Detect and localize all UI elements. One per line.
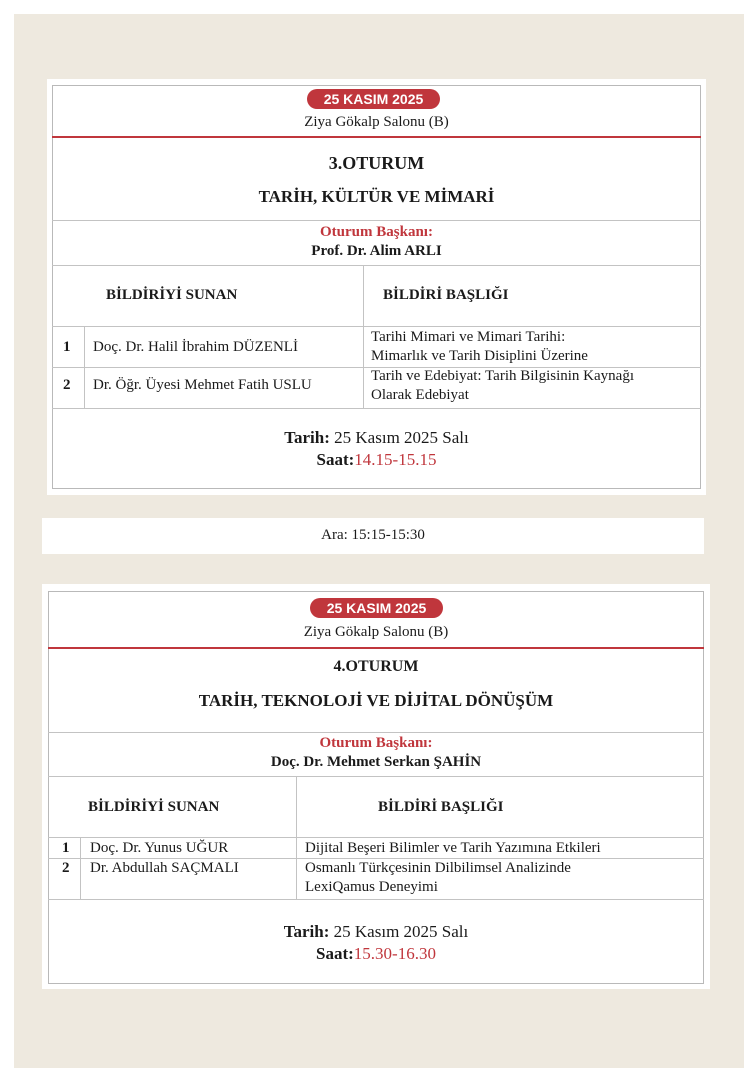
- paper-title-line: LexiQamus Deneyimi: [305, 879, 438, 895]
- column-header-title: BİLDİRİ BAŞLIĞI: [383, 287, 509, 303]
- column-header-title: BİLDİRİ BAŞLIĞI: [378, 799, 504, 815]
- paper-title-line: Osmanlı Türkçesinin Dilbilimsel Analizinde: [305, 860, 571, 876]
- presenter-name: Dr. Abdullah SAÇMALI: [90, 860, 239, 876]
- row-number: 2: [63, 377, 71, 393]
- chair-name: Prof. Dr. Alim ARLI: [311, 243, 442, 259]
- column-divider: [80, 837, 81, 899]
- row-divider: [48, 858, 704, 859]
- column-header-presenter: BİLDİRİYİ SUNAN: [106, 287, 238, 303]
- session-number: 3.OTURUM: [328, 153, 425, 173]
- hall-name: Ziya Gökalp Salonu (B): [304, 114, 449, 130]
- session-date: [48, 922, 704, 942]
- row-number: 1: [63, 339, 71, 355]
- row-divider: [48, 837, 704, 838]
- header-divider: [52, 136, 701, 138]
- date-label: Tarih:: [284, 428, 330, 447]
- session-number: 4.OTURUM: [333, 658, 419, 675]
- hall-name: Ziya Gökalp Salonu (B): [303, 624, 449, 640]
- time-value: 14.15-15.15: [354, 450, 437, 469]
- row-divider: [52, 326, 701, 327]
- session-title: TARİH, TEKNOLOJİ VE DİJİTAL DÖNÜŞÜM: [198, 691, 554, 710]
- session-date: [52, 428, 701, 448]
- session-card-3: [47, 79, 706, 495]
- session-time: [48, 944, 704, 964]
- chair-label: Oturum Başkanı:: [320, 224, 433, 240]
- header-divider: [48, 647, 704, 649]
- chair-label: Oturum Başkanı:: [319, 735, 433, 751]
- row-number: 2: [62, 860, 70, 876]
- presenter-name: Doç. Dr. Halil İbrahim DÜZENLİ: [93, 339, 298, 355]
- column-header-presenter: BİLDİRİYİ SUNAN: [88, 799, 220, 815]
- presenter-name: Doç. Dr. Yunus UĞUR: [90, 840, 229, 856]
- break-bar: [42, 518, 704, 554]
- date-badge: 25 KASIM 2025: [307, 89, 440, 109]
- row-divider: [52, 265, 701, 266]
- row-divider: [48, 732, 704, 733]
- time-label: Saat:: [316, 450, 355, 469]
- break-text: Ara: 15:15-15:30: [321, 527, 425, 543]
- date-badge: 25 KASIM 2025: [310, 598, 443, 618]
- row-divider: [52, 220, 701, 221]
- time-label: Saat:: [316, 944, 354, 963]
- session-time: [52, 450, 701, 470]
- row-divider: [52, 408, 701, 409]
- presenter-name: Dr. Öğr. Üyesi Mehmet Fatih USLU: [93, 377, 312, 393]
- row-divider: [48, 899, 704, 900]
- paper-title-line: Mimarlık ve Tarih Disiplini Üzerine: [371, 348, 588, 364]
- date-value: 25 Kasım 2025 Salı: [329, 922, 469, 941]
- time-value: 15.30-16.30: [353, 944, 436, 963]
- date-label: Tarih:: [283, 922, 330, 941]
- session-title: TARİH, KÜLTÜR VE MİMARİ: [258, 187, 495, 206]
- paper-title-line: Dijital Beşeri Bilimler ve Tarih Yazımına Etkileri: [305, 840, 601, 856]
- chair-name: Doç. Dr. Mehmet Serkan ŞAHİN: [270, 754, 482, 770]
- session-card-4: [42, 584, 710, 989]
- paper-title-line: Tarih ve Edebiyat: Tarih Bilgisinin Kaynağı: [371, 368, 634, 384]
- date-value: 25 Kasım 2025 Salı: [329, 428, 469, 447]
- paper-title-line: Tarihi Mimari ve Mimari Tarihi:: [371, 329, 566, 345]
- row-divider: [48, 776, 704, 777]
- column-divider: [363, 265, 364, 408]
- row-number: 1: [62, 840, 70, 856]
- paper-title-line: Olarak Edebiyat: [371, 387, 469, 403]
